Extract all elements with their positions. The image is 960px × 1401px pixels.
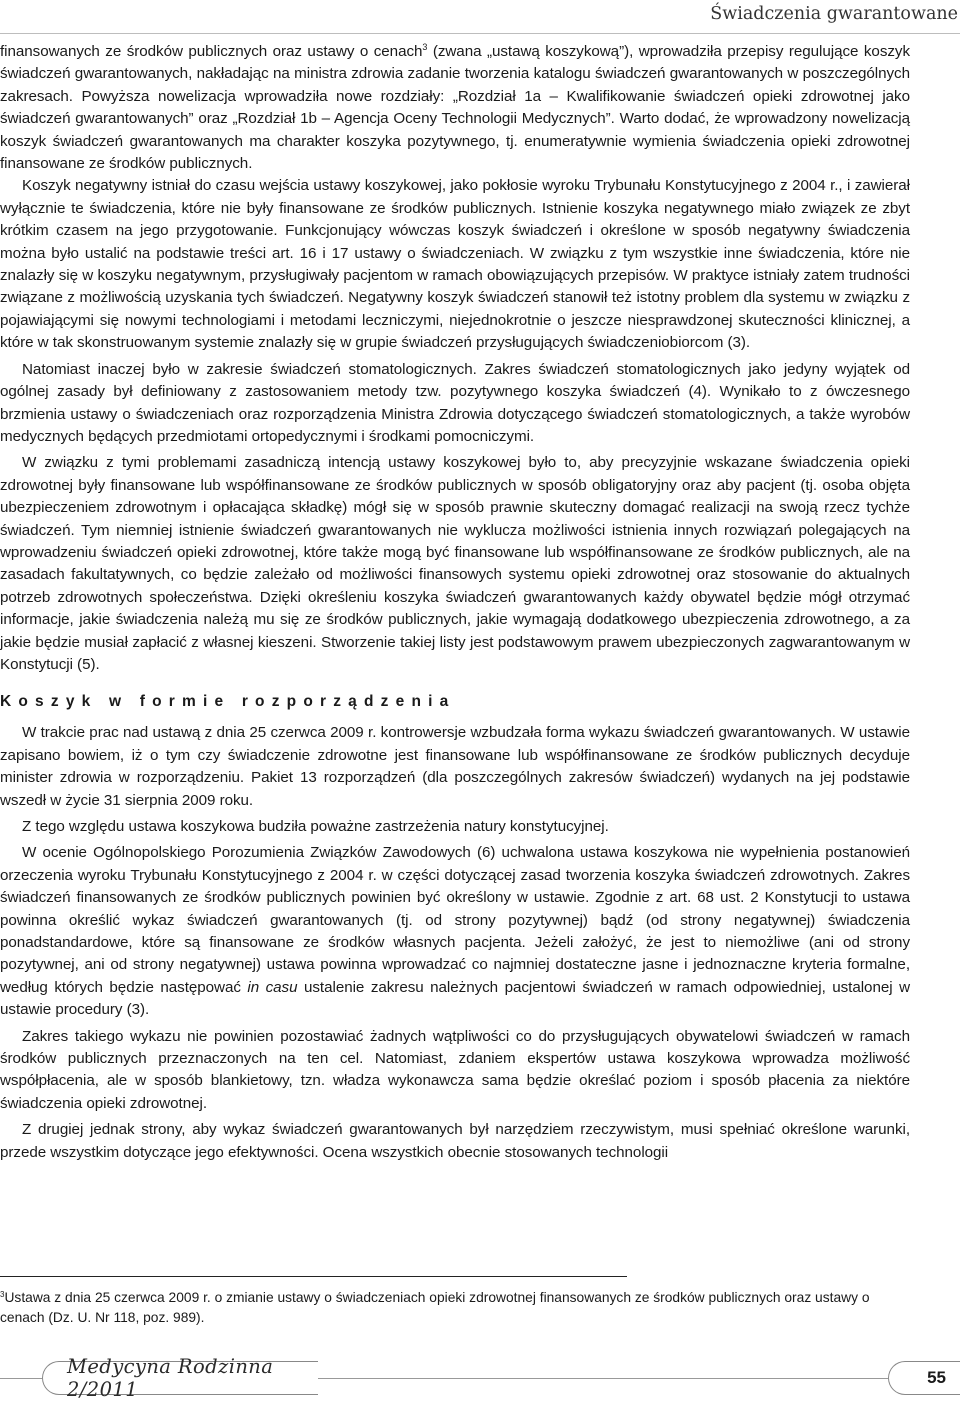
section-paragraph-5: Z drugiej jednak strony, aby wykaz świadczeń gwarantowanych był narzędziem rzeczywistym, musi spełniać określone warunki, przede wszystkim dotyczące jego efektywności. Ocena wszystkich obecnie stosowanych technologii (0, 1121, 910, 1161)
page-number-badge (888, 1361, 960, 1395)
footnote (0, 1288, 912, 1327)
footnote-ref-3[interactable]: 3 (422, 42, 428, 52)
footer-rule-right (318, 1378, 888, 1379)
journal-name: Medycyna Rodzinna 2/2011 (67, 1355, 274, 1401)
paragraph-1 (0, 41, 910, 175)
header-rule (0, 33, 960, 34)
section-heading: Koszyk w formie rozporządzenia (0, 693, 456, 711)
section-paragraph-4: Zakres takiego wykazu nie powinien pozostawiać żadnych wątpliwości co do przysługujących obywatelowi świadczeń w ramach środków publicznych przeznaczonych na ten cel. Natomiast, zdaniem ekspertów ustawa koszykowa wprowadza możliwość współpłacenia, ale w sposób blankietowy, tzn. władza wykonawcza sama będzie określać poziom i sposób płacenia za niektóre świadczenia opieki zdrowotnej. (0, 1027, 910, 1112)
running-title: Świadczenia gwarantowane (710, 4, 958, 24)
article-body (0, 41, 910, 1164)
section-paragraph-2: Z tego względu ustawa koszykowa budziła poważne zastrzeżenia natury konstytucyjnej. (22, 818, 609, 835)
paragraph-3: Natomiast inaczej było w zakresie świadczeń stomatologicznych. Zakres świadczeń stomatologicznych jako jedyny wyjątek od ogólnej zasady był definiowany z zastosowaniem metody tzw. pozytywnego koszyka świadczeń (4). Wynikało to z ówczesnego brzmienia ustawy o świadczeniach oraz rozporządzenia Ministra Zdrowia dotyczącego świadczeń stomatologicznych, a także wyrobów medycznych będących przedmiotami ortopedycznymi i środkami pomocniczymi. (0, 360, 910, 445)
page-number: 55 (927, 1368, 946, 1387)
footer-rule-left (0, 1378, 42, 1379)
paragraph-1-text: finansowanych ze środków publicznych oraz ustawy o cenach (0, 43, 423, 60)
italic-term: in casu (247, 978, 298, 996)
section-paragraph-1: W trakcie prac nad ustawą z dnia 25 czerwca 2009 r. kontrowersje wzbudzała forma wykazu świadczeń gwarantowanych. W ustawie zapisano bowiem, iż o tym czy świadczenie zdrowotne jest finansowane lub współfinansowane ze środków publicznych decyduje minister zdrowia w rozporządzeniu. Pakiet 13 rozporządzeń (dla poszczególnych zakresów świadczeń) wydanych na jej podstawie wszedł w życie 31 sierpnia 2009 roku. (0, 724, 910, 809)
footnote-text: Ustawa z dnia 25 czerwca 2009 r. o zmianie ustawy o świadczeniach opieki zdrowotnej finansowanych ze środków publicznych oraz ustawy o cenach (Dz. U. Nr 118, poz. 989). (0, 1290, 870, 1325)
section-paragraph-3-text: W ocenie Ogólnopolskiego Porozumienia Związków Zawodowych (6) uchwalona ustawa koszykowa nie wypełnienia postanowień orzeczenia wyroku Trybunału Konstytucyjnego z 2004 r. w części dotyczącej zasad tworzenia koszyka świadczeń zdrowotnych. Zakres świadczeń finansowanych ze środków publicznych powinien być określony w ustawie. Zgodnie z art. 68 ust. 2 Konstytucji to ustawa powinna określić wykaz świadczeń gwarantowanych (tj. od strony pozytywnej) bądź (od strony negatywnej) świadczenia ponadstandardowe, które są finansowane ze środków własnych pacjenta. Jeżeli założyć, że jest to niemożliwe (ani od strony pozytywnej, ani od strony negatywnej) ustawa powinna wprowadzać co najmniej dostateczne jasne i jednoznaczne kryteria formalne, według których będzie następować (0, 844, 910, 996)
footnote-marker: 3 (0, 1290, 5, 1299)
paragraph-1-text-cont: (zwana „ustawą koszykową”), wprowadziła przepisy regulujące koszyk świadczeń gwarantowanych, nakładając na ministra zdrowia zadanie tworzenia katalogu świadczeń gwarantowanych w poszczególnych zakresach. Powyższa nowelizacja wprowadziła nowe rozdziały: „Rozdział 1a – Kwalifikowanie świadczeń opieki zdrowotnej jako świadczeń gwarantowanych” oraz „Rozdział 1b – Agencja Oceny Technologii Medycznych”. Warto dodać, że wprowadzony nowelizacją koszyk świadczeń gwarantowanych ma charakter koszyka pozytywnego, tj. enumeratywnie wymienia świadczenia opieki zdrowotnej finansowane ze środków publicznych. (0, 43, 910, 173)
section-paragraph-3-text-cont: ustalenie zakresu należnych pacjentowi świadczeń w ramach odpowiedniej, ustalonej w ustawie procedury (3). (0, 978, 910, 1019)
section-paragraph-3 (0, 842, 910, 1021)
paragraph-4: W związku z tymi problemami zasadniczą intencją ustawy koszykowej było to, aby precyzyjnie wskazane świadczenia opieki zdrowotnej były finansowane lub współfinansowane ze środków publicznych w sposób obligatoryjny oraz aby pacjent (tj. osoba objęta ubezpieczeniem zdrowotnym i opłacająca składkę) mógł się w sposób prawnie skuteczny domagać realizacji na swoją rzecz tychże świadczeń. Tym niemniej istnienie świadczeń gwarantowanych nie wyklucza możliwości istnienia innych rozwiązań polegających na wprowadzeniu świadczeń opieki zdrowotnej, które także mogą być finansowane lub współfinansowane ze środków publicznych, ale na zasadach fakultatywnych, co będzie zależało od możliwości finansowych systemu opieki zdrowotnej oraz stosowanie do aktualnych potrzeb zdrowotnych społeczeństwa. Dzięki określeniu koszyka świadczeń gwarantowanych każdy obywatel będzie mógł otrzymać informacje, jakie świadczenia należą mu się ze środków publicznych, jakie wymagają dodatkowego ubezpieczenia zdrowotnego, a za jakie będzie musiał zapłacić z własnej kieszeni. Stworzenie takiej listy jest podstawowym prawem ubezpieczonych zagwarantowanym w Konstytucji (5). (0, 454, 910, 673)
footnote-rule (0, 1276, 627, 1277)
journal-badge (42, 1355, 318, 1401)
paragraph-2: Koszyk negatywny istniał do czasu wejścia ustawy koszykowej, jako pokłosie wyroku Trybunału Konstytucyjnego z 2004 r., i zawierał wyłącznie te świadczenia, które nie były finansowane ze środków publicznych. Istnienie koszyka negatywnego miało związek ze zbyt krótkim czasem na jego przygotowanie. Funkcjonujący wówczas koszyk świadczeń i określone w sposób negatywny świadczenia można było ustalić na podstawie treści art. 16 i 17 ustawy o świadczeniach. W związku z tym wszystkie inne świadczenia, które nie znalazły się w koszyku negatywnym, przysługiwały pacjentom w ramach obowiązujących przepisów. W praktyce istniały zatem trudności związane z możliwością uzyskania tych świadczeń. Negatywny koszyk świadczeń stanowił też istotny problem dla systemu w związku z pojawiającymi się nowymi technologiami i metodami leczniczymi, niejednokrotnie o jeszcze niesprawdzonej skuteczności klinicznej, a które w tak skonstruowanym systemie znalazły się w grupie świadczeń przysługujących świadczeniobiorcom (3). (0, 177, 910, 352)
